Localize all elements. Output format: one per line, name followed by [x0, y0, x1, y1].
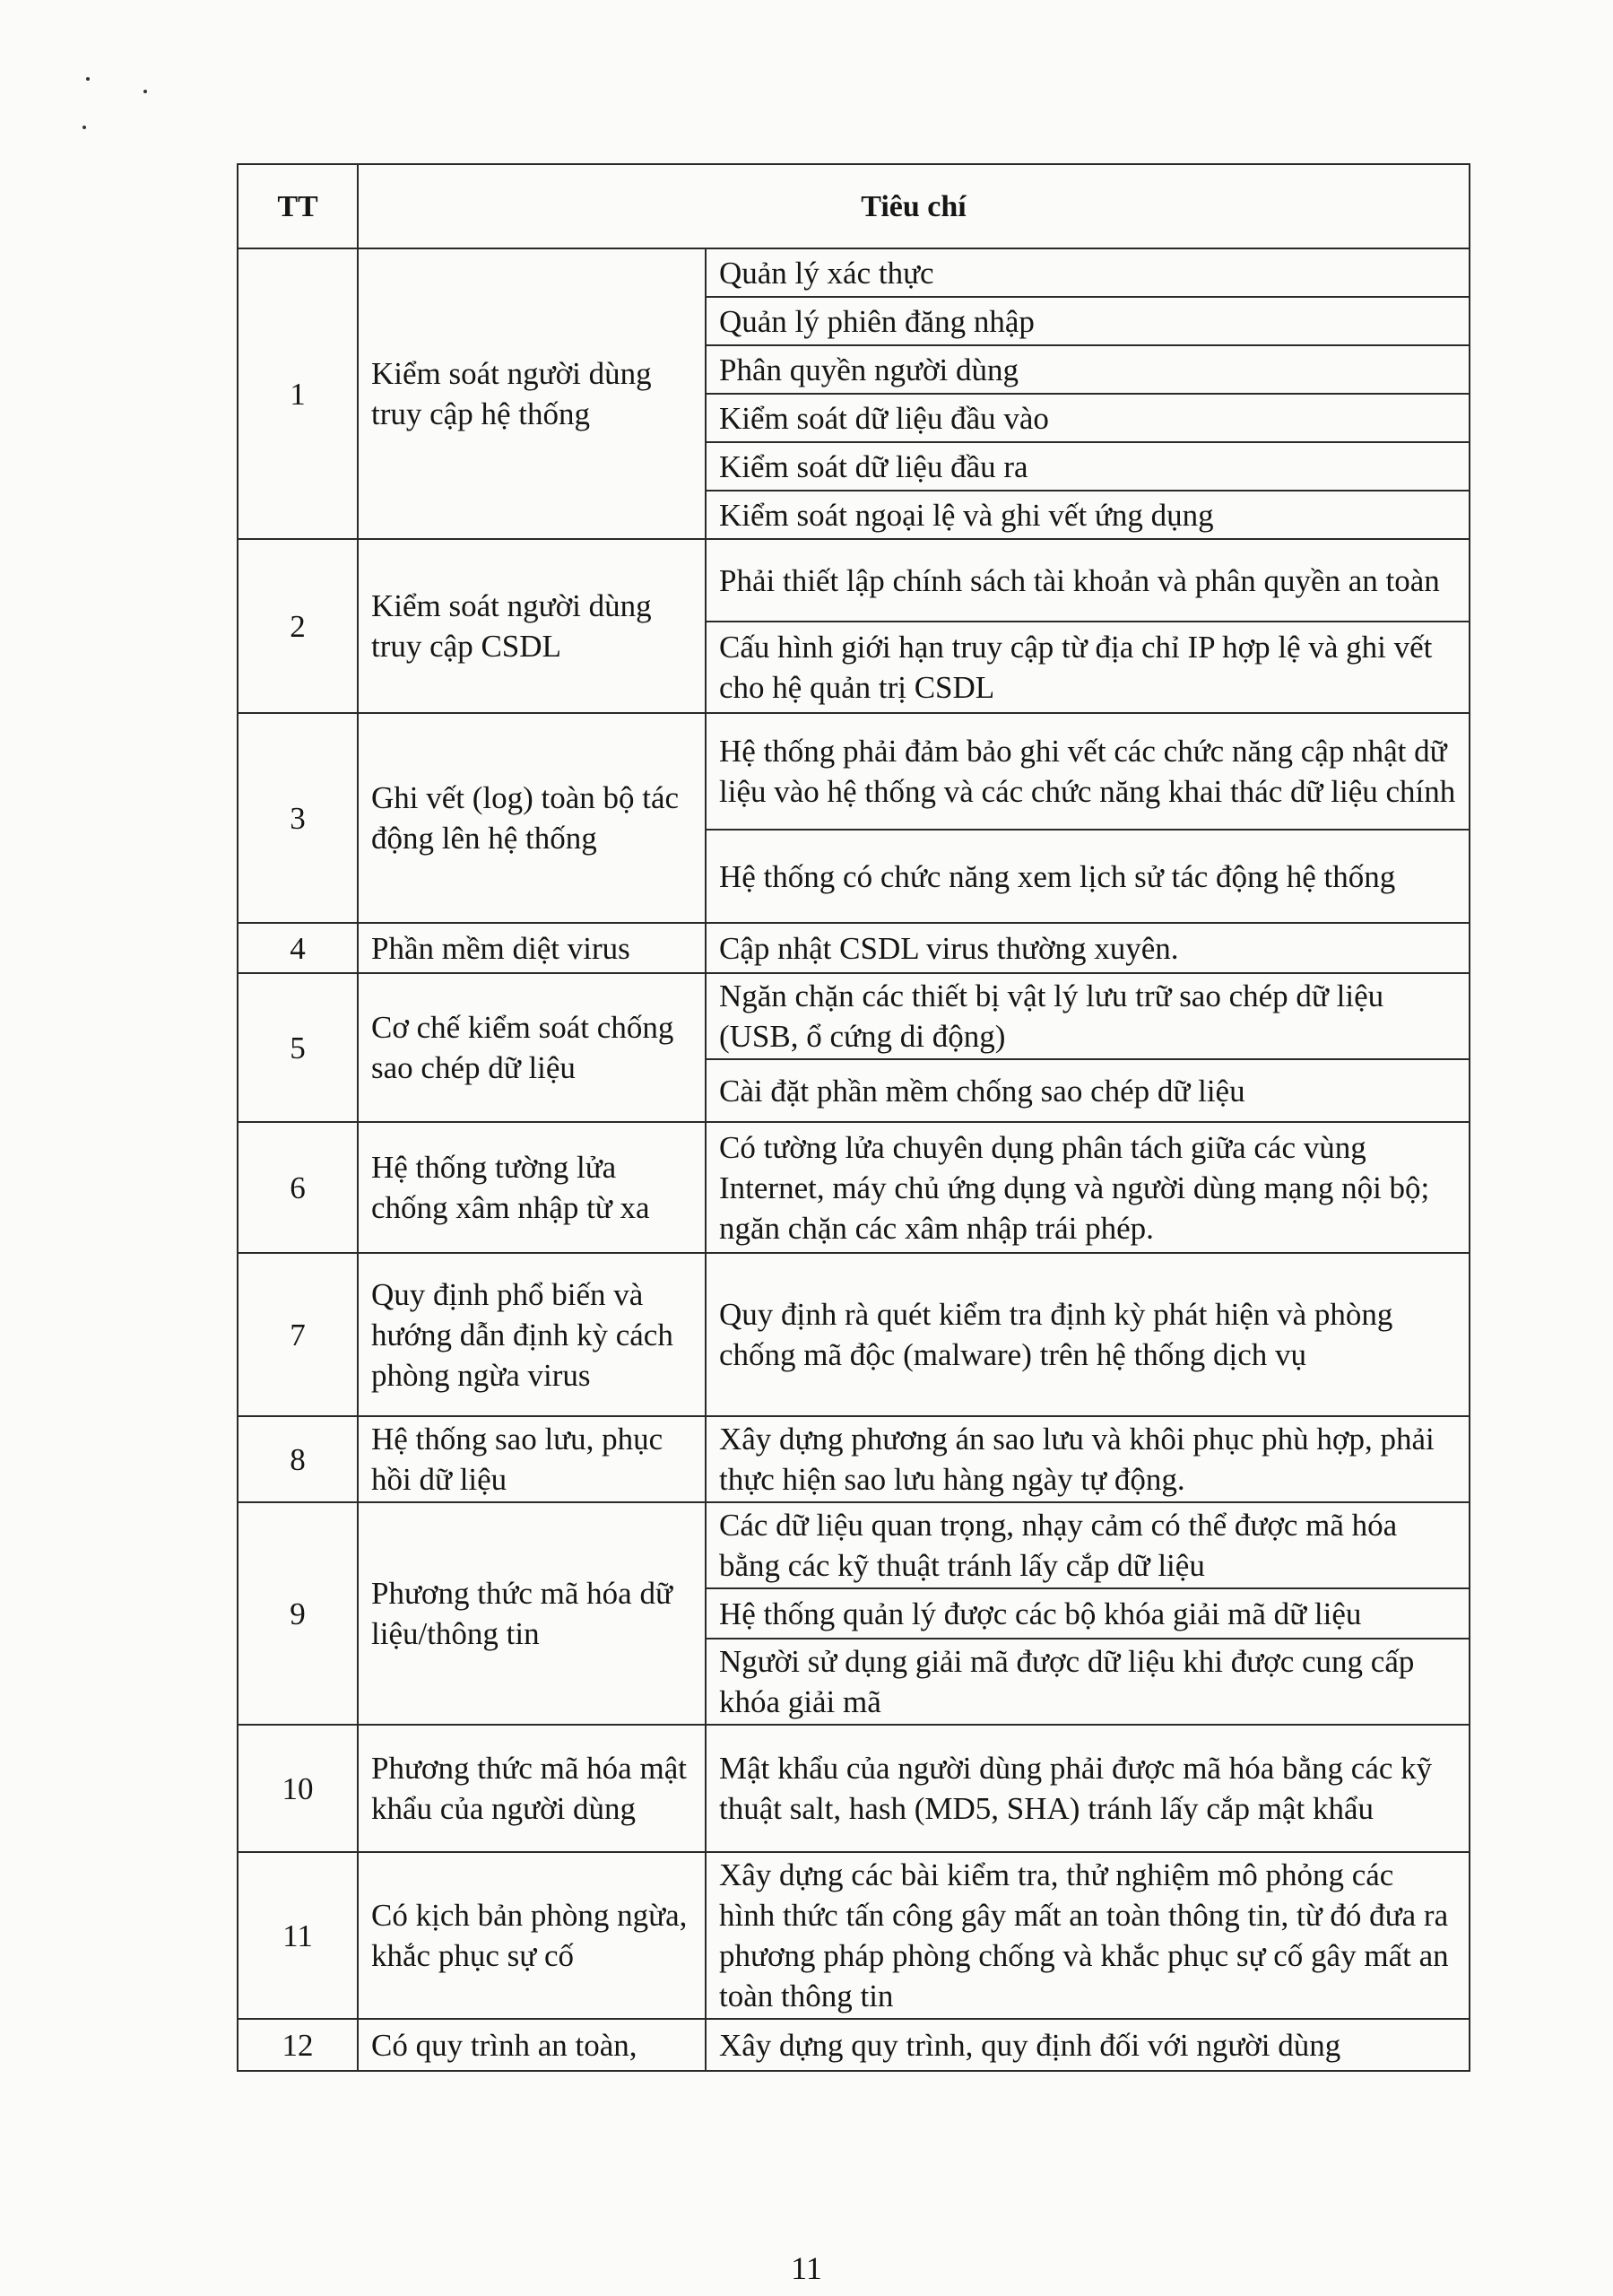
- table-row: [238, 1502, 1470, 1588]
- scan-speck: [143, 90, 147, 93]
- row-number: 10: [238, 1725, 358, 1852]
- table-row: [238, 923, 1470, 973]
- row-number: 12: [238, 2019, 358, 2071]
- row-number: 1: [238, 248, 358, 539]
- table-row: [238, 539, 1470, 622]
- table-row: [238, 713, 1470, 830]
- scan-speck: [86, 77, 90, 81]
- row-number: 5: [238, 973, 358, 1122]
- table-row: [238, 1725, 1470, 1852]
- table-header-row: [238, 164, 1470, 248]
- criterion-name: Có kịch bản phòng ngừa, khắc phục sự cố: [358, 1852, 706, 2019]
- criterion-detail: Ngăn chặn các thiết bị vật lý lưu trữ sao chép dữ liệu (USB, ổ cứng di động): [706, 973, 1470, 1059]
- criterion-name: Hệ thống tường lửa chống xâm nhập từ xa: [358, 1122, 706, 1253]
- scan-speck: [82, 126, 86, 129]
- row-number: 4: [238, 923, 358, 973]
- row-number: 11: [238, 1852, 358, 2019]
- criterion-detail: Cập nhật CSDL virus thường xuyên.: [706, 923, 1470, 973]
- criterion-detail: Kiểm soát ngoại lệ và ghi vết ứng dụng: [706, 491, 1470, 539]
- criterion-detail: Quản lý xác thực: [706, 248, 1470, 297]
- criterion-detail: Người sử dụng giải mã được dữ liệu khi được cung cấp khóa giải mã: [706, 1639, 1470, 1725]
- table-row: [238, 1122, 1470, 1253]
- criterion-name: Phương thức mã hóa mật khẩu của người dùng: [358, 1725, 706, 1852]
- criterion-name: Kiểm soát người dùng truy cập hệ thống: [358, 248, 706, 539]
- page-number: 11: [791, 2250, 822, 2286]
- row-number: 3: [238, 713, 358, 923]
- criterion-detail: Có tường lửa chuyên dụng phân tách giữa các vùng Internet, máy chủ ứng dụng và người dùng mạng nội bộ; ngăn chặn các xâm nhập trái phép.: [706, 1122, 1470, 1253]
- criterion-name: Kiểm soát người dùng truy cập CSDL: [358, 539, 706, 713]
- criterion-detail: Các dữ liệu quan trọng, nhạy cảm có thể được mã hóa bằng các kỹ thuật tránh lấy cắp dữ liệu: [706, 1502, 1470, 1588]
- criterion-detail: Mật khẩu của người dùng phải được mã hóa bằng các kỹ thuật salt, hash (MD5, SHA) tránh lấy cắp mật khẩu: [706, 1725, 1470, 1852]
- table-row: [238, 1852, 1470, 2019]
- table-row: [238, 248, 1470, 297]
- criterion-detail: Phân quyền người dùng: [706, 345, 1470, 394]
- criterion-name: Phần mềm diệt virus: [358, 923, 706, 973]
- row-number: 2: [238, 539, 358, 713]
- table-body: [238, 248, 1470, 2071]
- criterion-detail: Cấu hình giới hạn truy cập từ địa chỉ IP hợp lệ và ghi vết cho hệ quản trị CSDL: [706, 622, 1470, 713]
- row-number: 9: [238, 1502, 358, 1725]
- table-row: [238, 2019, 1470, 2071]
- criterion-detail: Hệ thống quản lý được các bộ khóa giải mã dữ liệu: [706, 1588, 1470, 1639]
- criterion-name: Có quy trình an toàn,: [358, 2019, 706, 2071]
- criterion-detail: Kiểm soát dữ liệu đầu vào: [706, 394, 1470, 442]
- table-row: [238, 1416, 1470, 1502]
- criterion-detail: Hệ thống phải đảm bảo ghi vết các chức năng cập nhật dữ liệu vào hệ thống và các chức năng khai thác dữ liệu chính: [706, 713, 1470, 830]
- criterion-detail: Kiểm soát dữ liệu đầu ra: [706, 442, 1470, 491]
- criterion-detail: Hệ thống có chức năng xem lịch sử tác động hệ thống: [706, 830, 1470, 923]
- criterion-name: Ghi vết (log) toàn bộ tác động lên hệ thống: [358, 713, 706, 923]
- criterion-detail: Phải thiết lập chính sách tài khoản và phân quyền an toàn: [706, 539, 1470, 622]
- criterion-detail: Quản lý phiên đăng nhập: [706, 297, 1470, 345]
- table-row: [238, 973, 1470, 1059]
- row-number: 6: [238, 1122, 358, 1253]
- criterion-detail: Xây dựng các bài kiểm tra, thử nghiệm mô phỏng các hình thức tấn công gây mất an toàn thông tin, từ đó đưa ra phương pháp phòng chống và khắc phục sự cố gây mất an toàn thông tin: [706, 1852, 1470, 2019]
- criterion-detail: Xây dựng phương án sao lưu và khôi phục phù hợp, phải thực hiện sao lưu hàng ngày tự động.: [706, 1416, 1470, 1502]
- header-tt: TT: [238, 164, 358, 248]
- criterion-name: Cơ chế kiểm soát chống sao chép dữ liệu: [358, 973, 706, 1122]
- table-row: [238, 1253, 1470, 1416]
- row-number: 8: [238, 1416, 358, 1502]
- criteria-table: [237, 163, 1470, 2072]
- criterion-detail: Xây dựng quy trình, quy định đối với người dùng: [706, 2019, 1470, 2071]
- criterion-name: Hệ thống sao lưu, phục hồi dữ liệu: [358, 1416, 706, 1502]
- criterion-detail: Cài đặt phần mềm chống sao chép dữ liệu: [706, 1059, 1470, 1122]
- criterion-name: Phương thức mã hóa dữ liệu/thông tin: [358, 1502, 706, 1725]
- criterion-detail: Quy định rà quét kiểm tra định kỳ phát hiện và phòng chống mã độc (malware) trên hệ thống dịch vụ: [706, 1253, 1470, 1416]
- criterion-name: Quy định phổ biến và hướng dẫn định kỳ cách phòng ngừa virus: [358, 1253, 706, 1416]
- row-number: 7: [238, 1253, 358, 1416]
- header-criteria: Tiêu chí: [358, 164, 1470, 248]
